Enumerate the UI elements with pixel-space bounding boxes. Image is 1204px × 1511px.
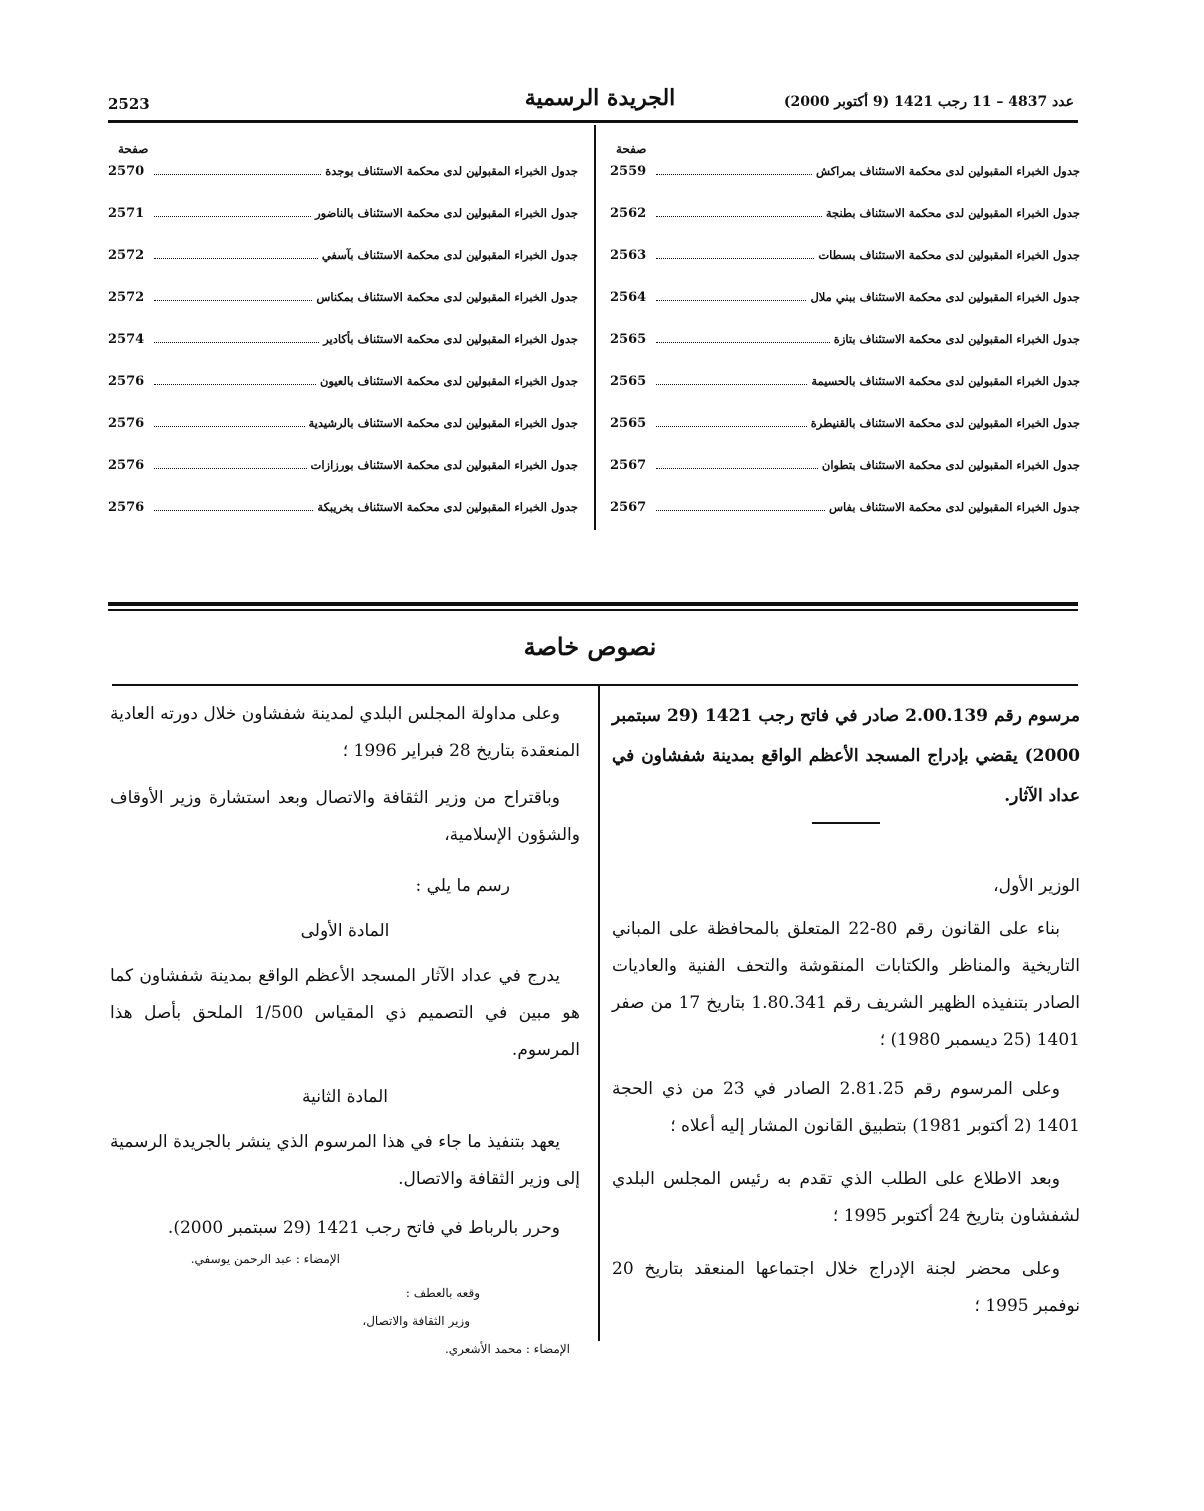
- toc-entry-page: 2565: [610, 332, 647, 347]
- decree-right-column: [612, 696, 1080, 1325]
- countersign-signature: الإمضاء : محمد الأشعري.: [444, 1342, 570, 1356]
- article-1-title: المادة الأولى: [300, 921, 390, 941]
- decree-left-column: [110, 696, 580, 1361]
- toc-dot-leader: [656, 425, 807, 427]
- toc-entry: [108, 416, 578, 458]
- toc-entry-title: جدول الخبراء المقبولين لدى محكمة الاستئناف ببني ملال: [810, 290, 1080, 304]
- toc-entry-title: جدول الخبراء المقبولين لدى محكمة الاستئناف بأكادير: [323, 332, 578, 346]
- toc-entry-page: 2567: [610, 458, 647, 473]
- toc-dot-leader: [154, 257, 318, 259]
- toc-entry: [610, 458, 1080, 500]
- section-rule-thin: [108, 609, 1078, 611]
- section-rule-thick: [108, 602, 1078, 606]
- toc-entry: [610, 248, 1080, 290]
- toc-entry-title: جدول الخبراء المقبولين لدى محكمة الاستئناف بالناضور: [315, 206, 578, 220]
- toc-dot-leader: [154, 467, 307, 469]
- toc-entry: [108, 458, 578, 500]
- toc-entry: [108, 332, 578, 374]
- toc-dot-leader: [656, 383, 807, 385]
- toc-entry: [610, 206, 1080, 248]
- toc-right-column: [610, 142, 1080, 542]
- toc-dot-leader: [154, 173, 321, 175]
- article-1-text: يدرج في عداد الآثار المسجد الأعظم الواقع بمدينة شفشاون كما هو مبين في التصميم ذي المقياس 1/500 الملحق بأصل هذا المرسوم.: [110, 966, 580, 1060]
- toc-entry: [610, 416, 1080, 458]
- toc-entry-title: جدول الخبراء المقبولين لدى محكمة الاستئناف بمراكش: [816, 164, 1080, 178]
- toc-dot-leader: [656, 467, 818, 469]
- toc-entry-title: جدول الخبراء المقبولين لدى محكمة الاستئناف بالعيون: [319, 374, 578, 388]
- toc-entry-page: 2576: [108, 500, 145, 515]
- toc-entry: [108, 374, 578, 416]
- decree-statement: رسم ما يلي :: [415, 876, 510, 896]
- article-2-title: المادة الثانية: [302, 1087, 388, 1107]
- page-number: 2523: [108, 95, 150, 113]
- toc-entry-page: 2562: [610, 206, 647, 221]
- toc-entry: [610, 374, 1080, 416]
- toc-column-divider: [594, 125, 596, 530]
- toc-dot-leader: [656, 173, 812, 175]
- toc-dot-leader: [154, 383, 316, 385]
- toc-dot-leader: [656, 341, 830, 343]
- toc-entry-title: جدول الخبراء المقبولين لدى محكمة الاستئناف بفاس: [829, 500, 1080, 514]
- issue-info: عدد 4837 – 11 رجب 1421 (9 أكتوبر 2000): [783, 94, 1074, 110]
- toc-entry-page: 2567: [610, 500, 647, 515]
- toc-page-label: صفحة: [616, 142, 647, 156]
- paragraph-decree-reference: وعلى المرسوم رقم 2.81.25 الصادر في 23 من ذي الحجة 1401 (2 أكتوبر 1981) بتطبيق القانون المشار إليه أعلاه ؛: [612, 1079, 1080, 1136]
- toc-entry: [108, 500, 578, 542]
- toc-entry: [108, 164, 578, 206]
- toc-entry-title: جدول الخبراء المقبولين لدى محكمة الاستئناف بورزازات: [310, 458, 578, 472]
- body-top-rule: [112, 684, 1078, 686]
- heading-short-rule: [812, 822, 880, 824]
- toc-entry: [108, 206, 578, 248]
- toc-dot-leader: [154, 215, 311, 217]
- toc-left-column: [108, 142, 578, 542]
- toc-entry: [610, 500, 1080, 542]
- toc-dot-leader: [656, 257, 814, 259]
- toc-entry: [610, 164, 1080, 206]
- toc-entry-page: 2576: [108, 416, 145, 431]
- toc-entry-page: 2563: [610, 248, 647, 263]
- toc-dot-leader: [656, 509, 825, 511]
- toc-entry-title: جدول الخبراء المقبولين لدى محكمة الاستئناف بالقنيطرة: [810, 416, 1080, 430]
- toc-dot-leader: [154, 425, 305, 427]
- paragraph-request: وبعد الاطلاع على الطلب الذي تقدم به رئيس المجلس البلدي لشفشاون بتاريخ 24 أكتوبر 1995 ؛: [612, 1169, 1080, 1226]
- toc-entry-page: 2559: [610, 164, 647, 179]
- done-at-line: وحرر بالرباط في فاتح رجب 1421 (29 سبتمبر 2000).: [167, 1218, 560, 1238]
- toc-entry-page: 2574: [108, 332, 145, 347]
- paragraph-law-basis: بناء على القانون رقم 80-22 المتعلق بالمحافظة على المباني التاريخية والمناظر والكتابات المنقوشة والتحف الفنية والعاديات الصادر بتنفيذه الظهير الشريف رقم 1.80.341 بتاريخ 17 من صفر 1401 (25 ديسمبر 1980) ؛: [612, 919, 1080, 1050]
- toc-entry-title: جدول الخبراء المقبولين لدى محكمة الاستئناف بطنجة: [825, 206, 1080, 220]
- toc-entry-title: جدول الخبراء المقبولين لدى محكمة الاستئناف بتازة: [833, 332, 1080, 346]
- toc-dot-leader: [154, 299, 312, 301]
- toc-entry-page: 2571: [108, 206, 145, 221]
- toc-entry: [108, 248, 578, 290]
- signature-line: الإمضاء : عبد الرحمن يوسفي.: [190, 1252, 340, 1266]
- header-rule: [108, 120, 1078, 123]
- paragraph-council-deliberation: وعلى مداولة المجلس البلدي لمدينة شفشاون خلال دورته العادية المنعقدة بتاريخ 28 فبراير 1996 ؛: [110, 704, 580, 761]
- toc-entry: [108, 290, 578, 332]
- toc-entry-page: 2572: [108, 248, 145, 263]
- toc-entry-page: 2564: [610, 290, 647, 305]
- toc-entry: [610, 290, 1080, 332]
- toc-dot-leader: [154, 509, 313, 511]
- article-2-text: يعهد بتنفيذ ما جاء في هذا المرسوم الذي ينشر بالجريدة الرسمية إلى وزير الثقافة والاتصال.: [110, 1132, 580, 1189]
- paragraph-proposal: وباقتراح من وزير الثقافة والاتصال وبعد استشارة وزير الأوقاف والشؤون الإسلامية،: [110, 788, 580, 845]
- toc-entry-page: 2576: [108, 458, 145, 473]
- section-title: نصوص خاصة: [523, 632, 657, 661]
- decree-heading: مرسوم رقم 2.00.139 صادر في فاتح رجب 1421 (29 سبتمبر 2000) يقضي بإدراج المسجد الأعظم الواقع بمدينة شفشاون في عداد الآثار.: [612, 706, 1080, 806]
- toc-entry-title: جدول الخبراء المقبولين لدى محكمة الاستئناف بوجدة: [325, 164, 578, 178]
- body-column-divider: [598, 686, 600, 1341]
- toc-page-label: صفحة: [118, 142, 149, 156]
- toc-entry-page: 2565: [610, 416, 647, 431]
- toc-entry-page: 2576: [108, 374, 145, 389]
- toc-entry-page: 2565: [610, 374, 647, 389]
- toc-dot-leader: [656, 299, 806, 301]
- toc-dot-leader: [656, 215, 822, 217]
- toc-dot-leader: [154, 341, 319, 343]
- toc-entry-title: جدول الخبراء المقبولين لدى محكمة الاستئناف بمكناس: [316, 290, 578, 304]
- toc-entry-title: جدول الخبراء المقبولين لدى محكمة الاستئناف بسطات: [818, 248, 1080, 262]
- journal-title: الجريدة الرسمية: [524, 85, 676, 111]
- minister-line: الوزير الأول،: [993, 876, 1080, 896]
- countersign-label: وقعه بالعطف :: [405, 1286, 480, 1300]
- toc-entry-title: جدول الخبراء المقبولين لدى محكمة الاستئناف بخريبكة: [317, 500, 578, 514]
- toc-entry-title: جدول الخبراء المقبولين لدى محكمة الاستئناف بآسفي: [321, 248, 578, 262]
- toc-entry-title: جدول الخبراء المقبولين لدى محكمة الاستئناف بتطوان: [821, 458, 1080, 472]
- toc-entry: [610, 332, 1080, 374]
- toc-entry-page: 2572: [108, 290, 145, 305]
- toc-entry-title: جدول الخبراء المقبولين لدى محكمة الاستئناف بالحسيمة: [811, 374, 1080, 388]
- paragraph-committee: وعلى محضر لجنة الإدراج خلال اجتماعها المنعقد بتاريخ 20 نوفمبر 1995 ؛: [612, 1259, 1080, 1316]
- toc-entry-page: 2570: [108, 164, 145, 179]
- toc-entry-title: جدول الخبراء المقبولين لدى محكمة الاستئناف بالرشيدية: [308, 416, 578, 430]
- countersign-minister: وزير الثقافة والاتصال،: [362, 1314, 470, 1328]
